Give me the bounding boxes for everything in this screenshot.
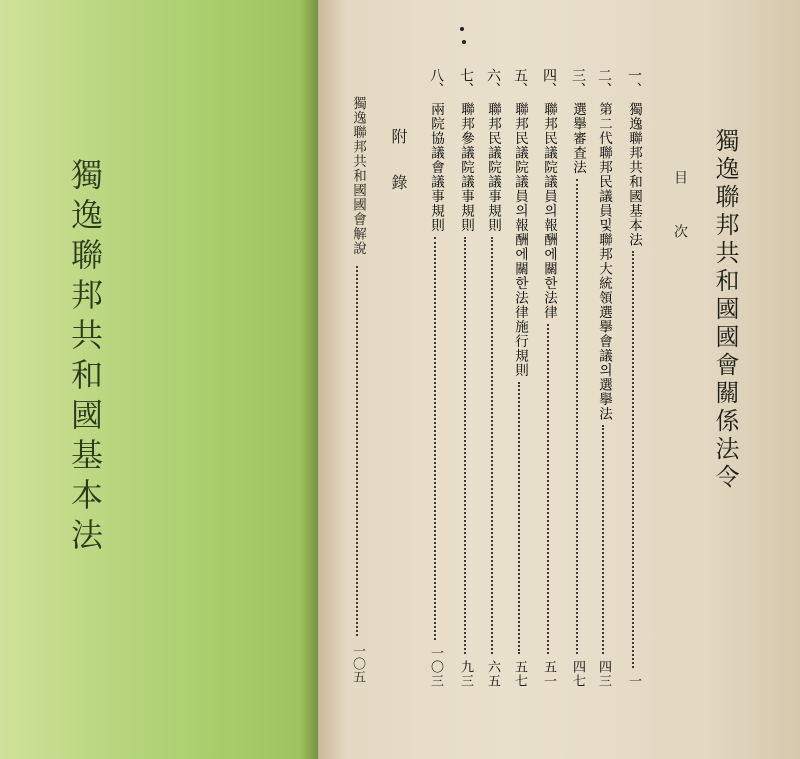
toc-entry-label: 聯邦參議院議事規則 (458, 102, 474, 233)
toc-entry-number: 一、 (626, 68, 642, 96)
toc-entry[interactable] (622, 68, 644, 688)
leader-dots (518, 382, 520, 654)
leader-dots (547, 324, 549, 654)
toc-entry-number: 四、 (541, 68, 557, 96)
toc-entry-label: 聯邦民議院議員의報酬에關한法律施行規則 (512, 102, 528, 378)
leader-dots (464, 237, 466, 654)
toc-entry-label: 第二代聯邦民議員및聯邦大統領選擧會議의選擧法 (596, 102, 612, 421)
toc-entry-number: 六、 (485, 68, 501, 96)
toc-entry[interactable] (454, 68, 476, 688)
leader-dots (602, 425, 604, 654)
leader-dots (632, 251, 634, 668)
toc-entry-page: 四三 (596, 660, 611, 688)
left-page-cover (0, 0, 318, 759)
appendix-heading: 附錄 (389, 128, 408, 220)
toc-heading: 目次 (672, 170, 688, 278)
toc-entry-number: 三、 (570, 68, 586, 96)
toc-entry-number: 二、 (596, 68, 612, 96)
toc-entry-label: 聯邦民議院議事規則 (485, 102, 501, 233)
toc-entry-page: 四七 (570, 660, 585, 688)
toc-entry-number: 八、 (428, 68, 444, 96)
toc-entry-page: 九三 (458, 660, 473, 688)
toc-entry-label: 獨逸聯邦共和國基本法 (626, 102, 642, 247)
toc-entry[interactable] (592, 68, 614, 688)
toc-entry-page: 五一 (541, 660, 556, 688)
toc-entry-number: 七、 (458, 68, 474, 96)
toc-entry-page: 六五 (485, 660, 500, 688)
toc-entry-page: 一 (626, 674, 641, 688)
toc-entry-appendix[interactable] (346, 96, 368, 686)
toc-entry[interactable] (537, 68, 559, 688)
leader-dots (356, 266, 358, 636)
binding-hole (460, 27, 464, 31)
toc-entry-number: 五、 (512, 68, 528, 96)
toc-entry-page: 五七 (512, 660, 527, 688)
toc-entry-page: 一〇五 (350, 644, 365, 683)
toc-entry-label: 獨逸聯邦共和國國會解說 (350, 96, 366, 256)
toc-entry[interactable] (508, 68, 530, 688)
toc-entry-label: 選擧審査法 (570, 102, 586, 175)
toc-entry-label: 聯邦民議院議員의報酬에關한法律 (541, 102, 557, 320)
page-title: 獨逸聯邦共和國國會關係法令 (711, 128, 739, 492)
leader-dots (576, 179, 578, 654)
toc-entry-page: 一〇三 (428, 646, 443, 688)
leader-dots (434, 237, 436, 640)
binding-hole (462, 40, 466, 44)
cover-title: 獨逸聯邦共和國基本法 (66, 158, 104, 558)
toc-entry[interactable] (424, 68, 446, 688)
leader-dots (491, 237, 493, 654)
toc-entry[interactable] (481, 68, 503, 688)
toc-entry[interactable] (566, 68, 588, 688)
toc-entry-label: 兩院協議會議事規則 (428, 102, 444, 233)
